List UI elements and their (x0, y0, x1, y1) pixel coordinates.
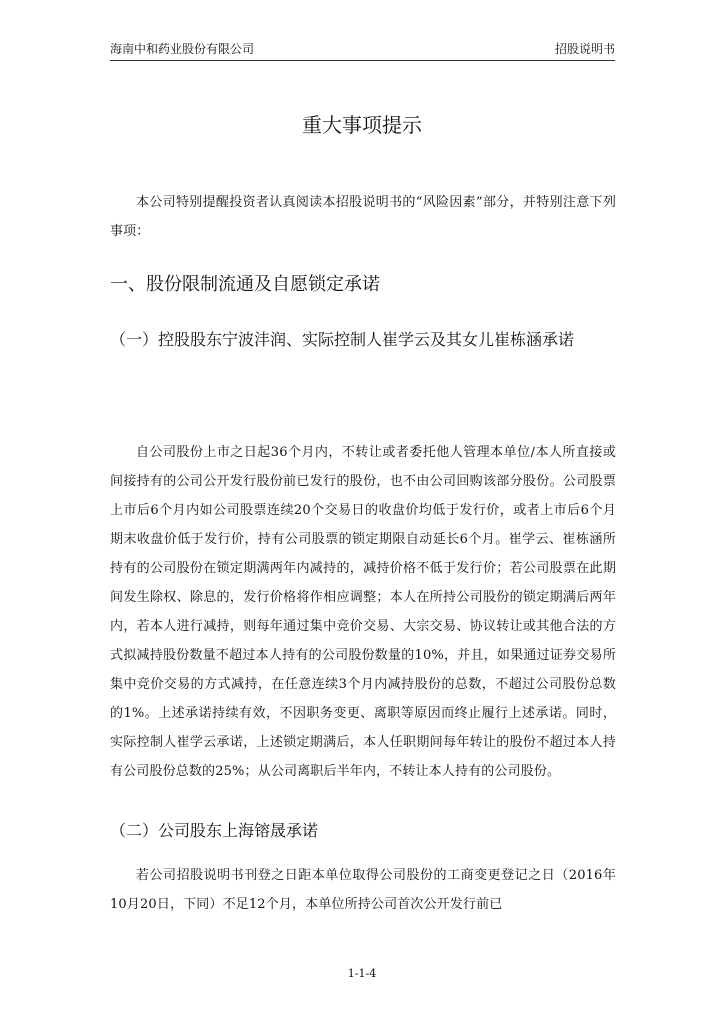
subsection-heading-controlling-shareholder: （一）控股股东宁波沣润、实际控制人崔学云及其女儿崔栋涵承诺 (110, 330, 575, 349)
subsection-heading-shanghai-rongsheng: （二）公司股东上海镕晟承诺 (110, 821, 319, 840)
page-number: 1-1-4 (347, 967, 377, 980)
header-document-type: 招股说明书 (554, 42, 615, 56)
page-title: 重大事项提示 (302, 113, 422, 137)
shanghai-rongsheng-commitment-paragraph: 若公司招股说明书刊登之日距本单位取得公司股份的工商变更登记之日（2016年10月20日，下同）不足12个月，本单位所持公司首次公开发行前已 (110, 868, 616, 912)
intro-paragraph: 本公司特别提醒投资者认真阅读本招股说明书的“风险因素”部分，并特别注意下列事项： (110, 195, 616, 239)
controlling-shareholder-commitment-paragraph: 自公司股份上市之日起36个月内，不转让或者委托他人管理本单位/本人所直接或间接持有的公司公开发行股份前已发行的股份，也不由公司回购该部分股份。公司股票上市后6个月内如公司股票连续20个交易日的收盘价均低于发行价，或者上市后6个月期末收盘价低于发行价，持有公司股票的锁定期限自动延长6个月。崔学云、崔栋涵所持有的公司股份在锁定期满两年内减持的，减持价格不低于发行价；若公司股票在此期间发生除权、除息的，发行价格将作相应调整；本人在所持公司股份的锁定期满后两年内，若本人进行减持，则每年通过集中竞价交易、大宗交易、协议转让或其他合法的方式拟减持股份数量不超过本人持有的公司股份数量的10%，并且，如果通过证券交易所集中竞价交易的方式减持，在任意连续3个月内减持股份的总数，不超过公司股份总数的1%。上述承诺持续有效，不因职务变更、离职等原因而终止履行上述承诺。同时，实际控制人崔学云承诺，上述锁定期满后，本人任职期间每年转让的股份不超过本人持有公司股份总数的25%；从公司离职后半年内，不转让本人持有的公司股份。 (110, 445, 616, 779)
header-company-name: 海南中和药业股份有限公司 (110, 42, 255, 56)
section-heading-lockup: 一、股份限制流通及自愿锁定承诺 (110, 274, 380, 295)
page-header (110, 38, 615, 61)
